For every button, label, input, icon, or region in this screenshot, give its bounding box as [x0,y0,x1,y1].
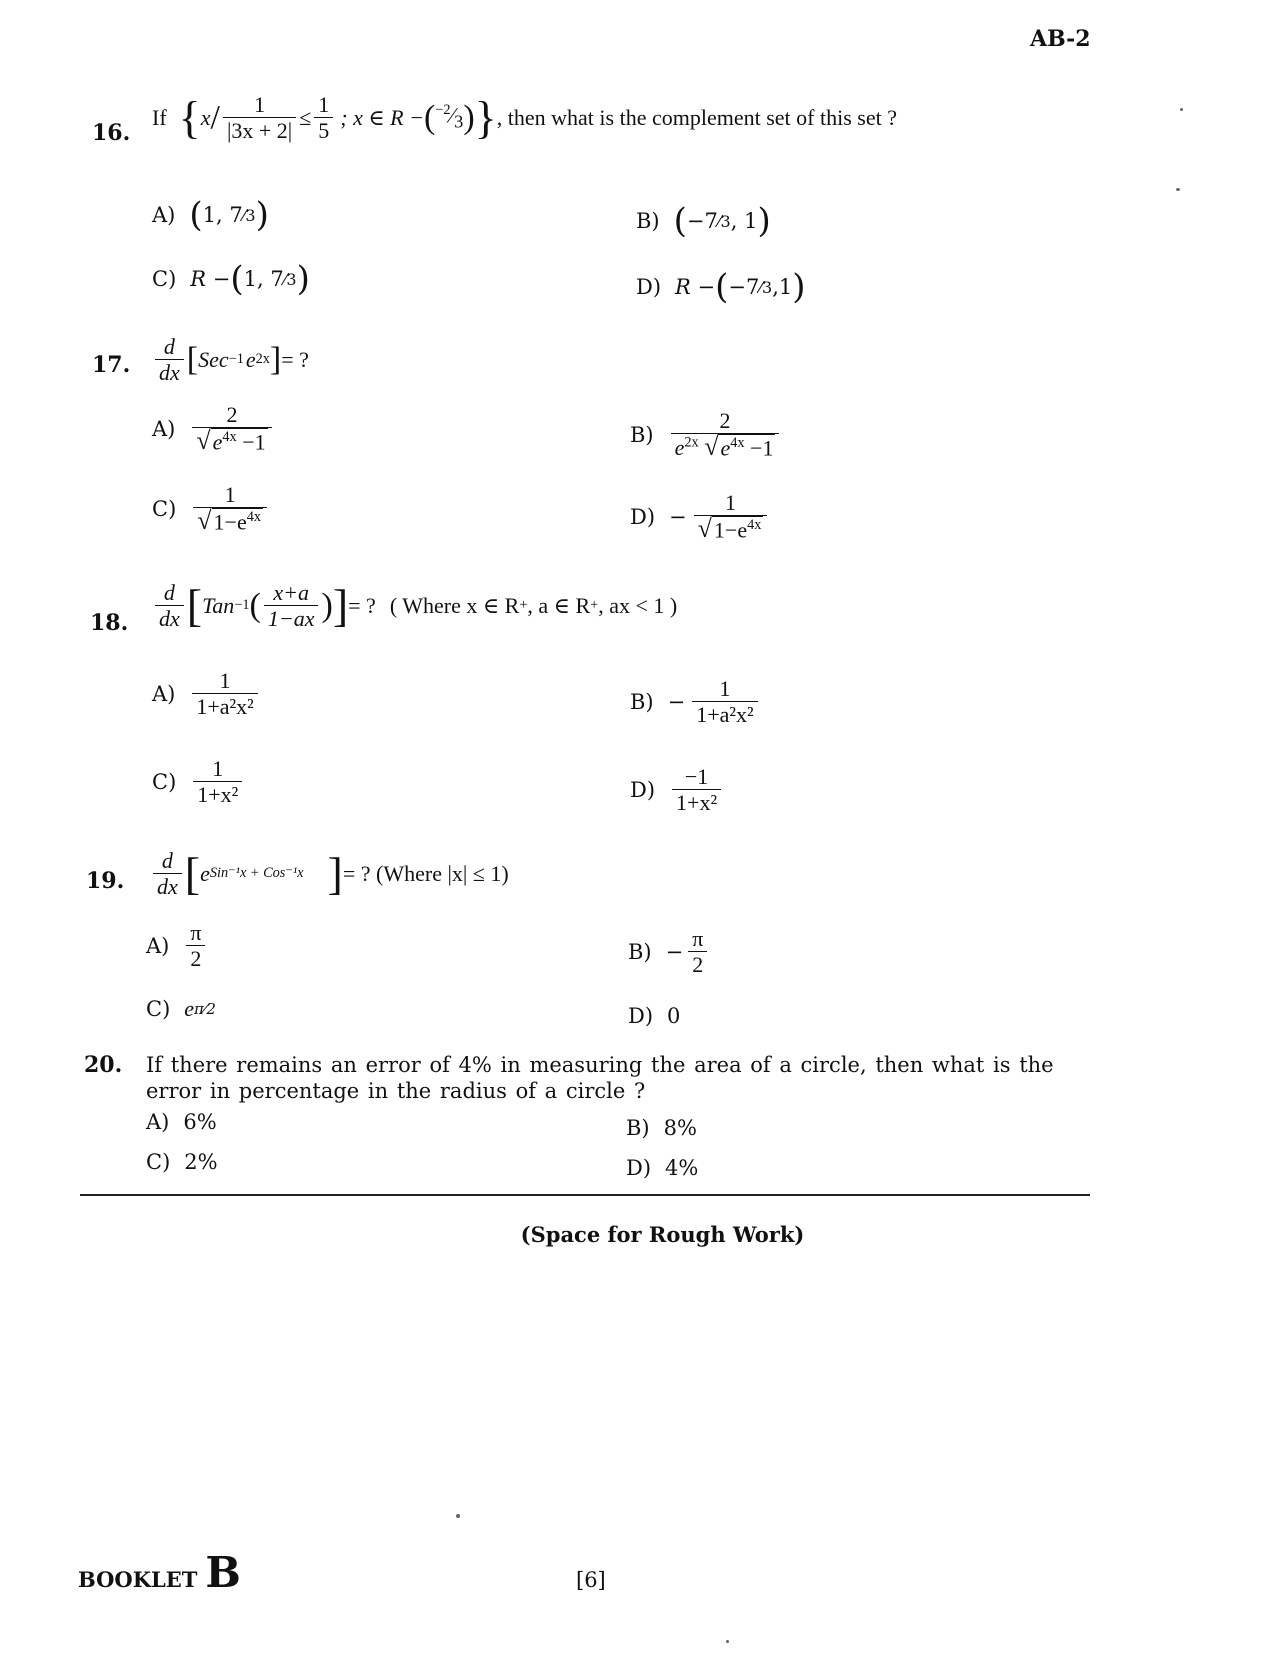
q19-option-a: A) $\frac{\pi}{2}$ [146,920,208,972]
scan-speck [1176,188,1180,191]
question-18-stem: $\frac{d}{dx}$ [ Tan −1 ( $\frac{x+a}{1-ax}$ ) ] = ? ( Where x ∈ R + , a ∈ R + , ax < 1 ) [152,580,677,632]
question-19-stem: $\frac{d}{dx}$ [ e Sin⁻¹x + Cos⁻¹x ] = ? (Where |x| ≤ 1) [150,848,509,900]
scan-speck [1180,108,1183,111]
page-code: AB-2 [1030,26,1091,52]
q16-tail: , then what is the complement set of this set ? [496,104,897,130]
question-17-number: 17. [92,352,131,378]
question-16-stem: If { x / $\frac{1}{|3x + 2|}$ ≤ $\frac{1}{5}$ ; x ∈ R − ( $^{-2}⁄_3$ ) } , then what is the complement set of this set ? [152,91,897,144]
q16-option-b: B) ( −7 ⁄3 , 1 ) [636,201,771,241]
q17-option-c: C) 1 √ $1-e^{4x}$ [152,482,270,536]
question-18-number: 18. [90,610,129,636]
q16-cond: ; x ∈ R − [340,104,424,130]
question-20-stem [146,1052,1096,1104]
q16-option-a: A) ( 1, 7 ⁄3 ) [152,195,269,235]
q16-b-text: −7 [686,209,718,233]
q19-option-d: D) 0 [628,1004,681,1028]
q16-le: ≤ [299,104,312,130]
q16-frac-den: |3x + 2| [223,117,296,143]
q18-option-d: D) $\frac{-1}{\text{1+x²}}$ [630,764,724,816]
q20-option-a: A) 6% [146,1110,217,1134]
q16-fifth-num: 1 [318,92,330,117]
q16-fifth-den: 5 [314,117,333,143]
booklet-label [78,1548,241,1597]
q18-option-c: C) $\frac{1}{\text{1+x²}}$ [152,756,245,808]
rough-work-divider [80,1194,1090,1196]
q20-line-2: error in percentage in the radius of a circle ? [146,1079,646,1103]
q17-option-a: A) 2 √ $e^{4x} -1$ [152,402,275,456]
scan-speck [726,1640,729,1643]
q16-frac-num: 1 [254,92,266,117]
q18-option-b: B) − $\frac{1}{\text{1+a²x²}}$ [630,676,761,728]
booklet-letter: B [205,1548,241,1597]
q19-option-b: B) − $\frac{\pi}{2}$ [628,926,710,978]
q18-option-a: A) $\frac{1}{\text{1+a²x²}}$ [152,668,261,720]
page-number: [6] [576,1568,606,1592]
q16-option-d: D) R − ( −7 ⁄3 ,1 ) [636,267,806,307]
q20-option-c: C) 2% [146,1150,218,1174]
question-20-number: 20. [84,1052,123,1078]
q16-x: x [200,104,211,130]
q20-option-d: D) 4% [626,1156,699,1180]
booklet-word: BOOKLET [78,1567,198,1592]
q17-option-b: B) 2 $e^{2x}$ √ $e^{4x} -1$ [630,408,782,462]
q20-line-1: If there remains an error of 4% in measuring the area of a circle, then what is the [146,1053,1054,1077]
q16-if: If [152,104,167,130]
q16-option-c: C) R − ( 1, 7 ⁄3 ) [152,259,310,299]
q16-a-text: 1, 7 [202,203,243,227]
q16-three: 3 [454,112,464,133]
scan-speck [456,1514,460,1518]
question-19-number: 19. [86,868,125,894]
question-16-number: 16. [92,120,131,146]
q16-minus-two: −2 [435,102,451,119]
question-17-stem: $\frac{d}{dx}$ [ Sec −1 e 2x ] = ? [152,334,309,386]
q19-option-c: C) e π⁄2 [146,996,216,1021]
rough-work-label: (Space for Rough Work) [520,1222,805,1247]
q20-option-b: B) 8% [626,1116,697,1140]
q17-option-d: D) − 1 √ $1-e^{4x}$ [630,490,770,544]
